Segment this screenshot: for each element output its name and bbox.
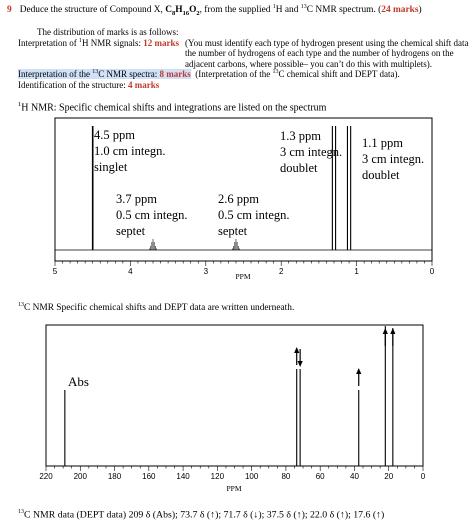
cnmr-x-axis-label: PPM xyxy=(226,484,242,493)
hnmr-marks-note: (You must identify each type of hydrogen present using the chemical shift data the number of hydrogens of each type and the number of hydrogens on the adjacent carbons, where possible– you can’t do this with multiplets). xyxy=(185,38,469,69)
svg-text:singlet: singlet xyxy=(94,160,128,174)
cnmr-tick-label: 220 xyxy=(39,472,53,481)
hnmr-tick-label: 5 xyxy=(52,267,58,276)
svg-text:doublet: doublet xyxy=(280,161,318,175)
cnmr-tick-label: 140 xyxy=(176,472,190,481)
svg-text:doublet: doublet xyxy=(362,168,400,182)
hnmr-marks: 12 marks xyxy=(143,38,179,48)
cnmr-marks-row: Interpretation of the $^{13}$C NMR spectra: 8 marks (Interpretation of the $^{13}$C chemical shift and DEPT data). xyxy=(18,69,400,79)
question-number: 9 xyxy=(7,5,12,16)
peak-label-1-1 xyxy=(362,136,424,182)
identification-row: Identification of the structure: 4 marks xyxy=(18,80,160,90)
svg-text:3 cm integn.: 3 cm integn. xyxy=(362,152,425,166)
svg-text:1.0 cm integn.: 1.0 cm integn. xyxy=(94,144,166,158)
abs-annotation: Abs xyxy=(68,374,89,389)
svg-text:0.5 cm integn.: 0.5 cm integn. xyxy=(218,208,290,222)
hnmr-tick-label: 3 xyxy=(203,267,209,276)
cnmr-tick-label: 180 xyxy=(107,472,122,481)
svg-text:4.5 ppm: 4.5 ppm xyxy=(94,128,135,142)
svg-text:3 cm integn.: 3 cm integn. xyxy=(280,145,343,159)
cnmr-tick-label: 80 xyxy=(281,472,291,481)
peak-label-2-6 xyxy=(218,192,290,238)
svg-text:0.5 cm integn.: 0.5 cm integn. xyxy=(116,208,188,222)
cnmr-tick-label: 20 xyxy=(384,472,394,481)
hnmr-tick-label: 4 xyxy=(128,267,133,276)
cnmr-data-line: $^{13}$C NMR data (DEPT data) 209 δ (Abs); 73.7 δ (↑); 71.7 δ (↓); 37.5 δ (↑); 22.0 δ (↑); 17.6 (↑) xyxy=(18,509,385,521)
svg-text:septet: septet xyxy=(218,224,248,238)
peak-label-3-7 xyxy=(116,192,188,238)
cnmr-tick-label: 100 xyxy=(244,472,259,481)
cnmr-tick-label: 60 xyxy=(315,472,325,481)
identification-marks: 4 marks xyxy=(127,80,160,90)
cnmr-marks-highlight: Interpretation of the $^{13}$C NMR spectra: 8 marks xyxy=(18,69,191,79)
svg-text:1.1 ppm: 1.1 ppm xyxy=(362,136,403,150)
svg-text:3.7 ppm: 3.7 ppm xyxy=(116,192,157,206)
hnmr-tick-label: 2 xyxy=(278,267,284,276)
svg-text:septet: septet xyxy=(116,224,146,238)
hnmr-section-title: $^1$H NMR: Specific chemical shifts and integrations are listed on the spectrum xyxy=(18,101,327,114)
distribution-intro: The distribution of marks is as follows: xyxy=(37,27,179,37)
svg-text:2.6 ppm: 2.6 ppm xyxy=(218,192,259,206)
cnmr-section-title: $^{13}$C NMR Specific chemical shifts and DEPT data are written underneath. xyxy=(18,302,295,314)
peak-label-4-5 xyxy=(94,128,166,174)
formula: $C_8H_{16}O_2$ xyxy=(165,5,200,17)
hnmr-tick-label: 1 xyxy=(354,267,359,276)
cnmr-tick-label: 0 xyxy=(420,472,426,481)
question-text-pre: Deduce the structure of Compound X, xyxy=(19,5,166,16)
cnmr-tick-label: 120 xyxy=(210,472,225,481)
svg-text:1.3 ppm: 1.3 ppm xyxy=(280,129,321,143)
cnmr-tick-label: 40 xyxy=(350,472,359,481)
cnmr-marks: 8 marks xyxy=(159,69,191,79)
cnmr-tick-label: 160 xyxy=(142,472,156,481)
cnmr-tick-label: 200 xyxy=(73,472,87,481)
hnmr-marks-row: Interpretation of $^1$H NMR signals: 12 marks xyxy=(18,38,179,48)
question-header: 9 Deduce the structure of Compound X, $C_8H_{16}O_2$, from the supplied $^1$H and $^{13}$C NMR spectrum. (24 marks) xyxy=(7,4,422,17)
hnmr-tick-label: 0 xyxy=(429,267,435,276)
total-marks: 24 marks xyxy=(381,5,419,16)
hnmr-x-axis-label: PPM xyxy=(235,272,251,281)
